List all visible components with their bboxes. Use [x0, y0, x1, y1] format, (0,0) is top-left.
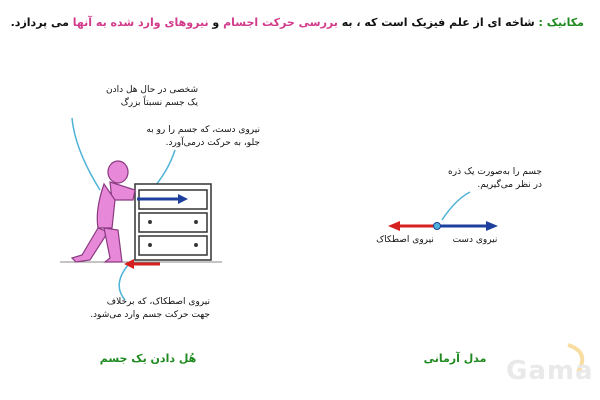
- dresser: [135, 184, 211, 260]
- friction-label: [90, 296, 210, 322]
- title-text-1: شاخه ای از علم فیزیک است که ، به: [337, 16, 539, 29]
- watermark-logo: Gama: [506, 356, 594, 386]
- model-hand-force-arrowhead: [486, 221, 498, 231]
- friction-label-line-2: جهت حرکت جسم وارد می‌شود.: [90, 310, 210, 320]
- particle-dot: [434, 223, 441, 230]
- person-label-line-1: شخصی در حال هل دادن: [106, 85, 198, 95]
- title-and: و: [208, 16, 224, 29]
- model-friction-arrowhead: [388, 221, 400, 231]
- hand-force-label-line-1: نیروی دست، که جسم را رو به: [146, 125, 260, 135]
- title-highlight-motion: بررسی حرکت اجسام: [223, 16, 338, 29]
- friction-leader-line: [119, 265, 128, 300]
- person-label: [88, 84, 198, 110]
- hand-force-label: [140, 124, 260, 150]
- hand-force-label-line-2: جلو، به حرکت درمی‌آورد.: [165, 138, 260, 148]
- title-keyword: مکانیک :: [538, 16, 584, 29]
- title-highlight-forces: نیروهای وارد شده به آنها: [72, 16, 209, 29]
- particle-label-line-2: در نظر می‌گیریم.: [477, 180, 542, 190]
- particle-label: [432, 166, 542, 192]
- person-figure: [72, 161, 135, 262]
- person-leader-line: [72, 118, 100, 190]
- friction-label-line-1: نیروی اصطکاک، که برخلاف: [106, 297, 210, 307]
- title-text-2: می پردازد.: [10, 16, 73, 29]
- particle-leader-line: [442, 192, 470, 220]
- model-friction-label: نیروی اصطکاک: [376, 235, 434, 245]
- right-caption: مدل آرمانی: [423, 352, 487, 365]
- person-label-line-2: یک جسم نسبتاً بزرگ: [120, 98, 198, 108]
- model-hand-force-label: نیروی دست: [452, 235, 498, 245]
- left-caption: هُل دادن یک جسم: [99, 352, 197, 365]
- particle-label-line-1: جسم را به‌صورت یک ذره: [448, 167, 542, 177]
